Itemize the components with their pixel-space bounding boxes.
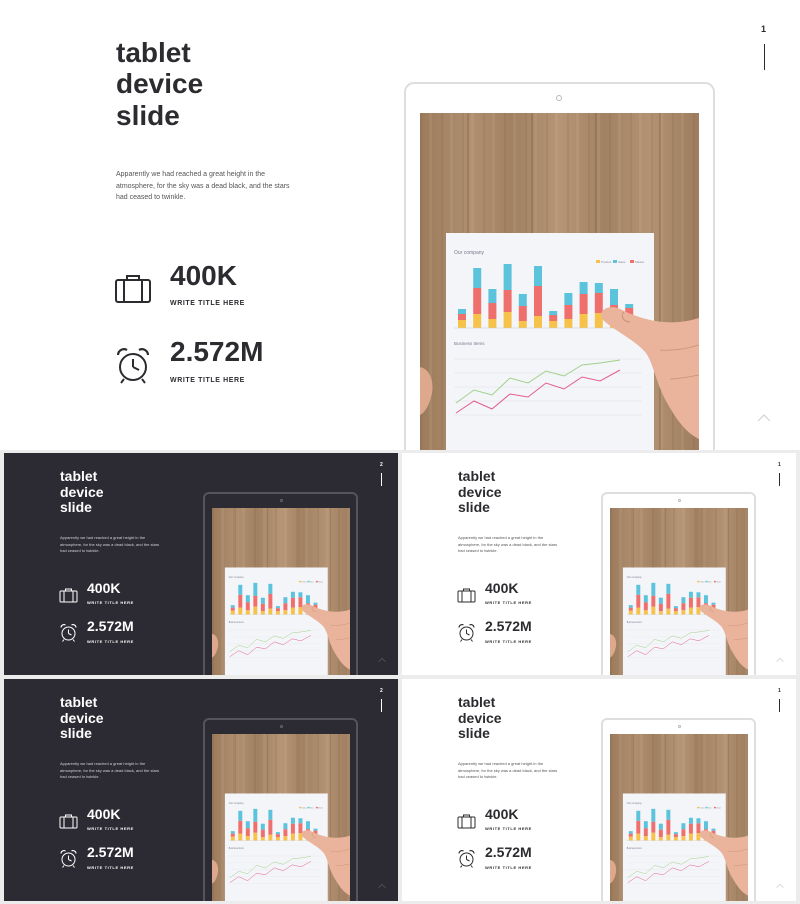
svg-text:Market: Market <box>635 260 645 264</box>
svg-text:Sales: Sales <box>309 582 314 584</box>
title-line: slide <box>458 499 490 516</box>
stat-label: WRITE TITLE HERE <box>87 600 134 605</box>
title-line: slide <box>116 99 180 131</box>
slide-description: Apparently we had reached a great height in the atmosphere, for the sky was a dead black, and the stars had ceased to twinkle. <box>60 761 160 780</box>
alarm-clock-icon <box>457 623 476 642</box>
stat-label: WRITE TITLE HERE <box>87 865 134 870</box>
svg-text:Our company: Our company <box>228 801 244 805</box>
tablet-camera <box>280 725 283 728</box>
stat-label: WRITE TITLE HERE <box>170 300 245 307</box>
svg-text:Market: Market <box>716 582 721 584</box>
slide-title <box>60 695 104 742</box>
stat-value: 400K <box>170 260 237 291</box>
page-indicator-line <box>779 473 780 486</box>
svg-text:Sales: Sales <box>707 808 712 810</box>
svg-text:Our company: Our company <box>228 575 244 579</box>
stat-value: 2.572M <box>485 844 532 860</box>
slide-3 <box>402 453 796 675</box>
stat-label: WRITE TITLE HERE <box>485 826 532 831</box>
tablet-device <box>601 718 756 901</box>
alarm-clock-icon <box>114 346 152 384</box>
slide-description: Apparently we had reached a great height in the atmosphere, for the sky was a dead black, and the stars had ceased to twinkle. <box>116 171 290 202</box>
stat-value: 400K <box>87 806 121 822</box>
title-line: tablet <box>458 694 496 710</box>
page-indicator-line <box>381 699 382 712</box>
svg-text:Our company: Our company <box>626 801 642 805</box>
tablet-camera <box>556 95 562 101</box>
stat-label: WRITE TITLE HERE <box>485 865 532 870</box>
tablet-camera <box>280 499 283 502</box>
stat-label: WRITE TITLE HERE <box>87 639 134 644</box>
svg-text:Product: Product <box>301 582 307 584</box>
page-indicator-line <box>764 44 765 70</box>
svg-text:Market: Market <box>716 808 721 810</box>
title-line: tablet <box>60 694 98 710</box>
slide-2 <box>4 453 398 675</box>
svg-text:Business Items: Business Items <box>228 847 244 850</box>
stat-value: 2.572M <box>87 844 134 860</box>
page-number: 2 <box>380 688 383 694</box>
page-number: 2 <box>380 462 383 468</box>
svg-text:Sales: Sales <box>309 808 314 810</box>
slide-1 <box>0 0 800 450</box>
page-indicator-line <box>381 473 382 486</box>
tablet-camera <box>678 725 681 728</box>
svg-text:Product: Product <box>301 808 307 810</box>
svg-text:Sales: Sales <box>618 260 626 264</box>
svg-text:Product: Product <box>601 260 612 264</box>
briefcase-icon <box>114 272 152 304</box>
briefcase-icon <box>457 587 476 603</box>
slide-title <box>60 469 104 516</box>
svg-text:Business Items: Business Items <box>454 341 485 346</box>
slide-description: Apparently we had reached a great height in the atmosphere, for the sky was a dead black, and the stars had ceased to twinkle. <box>458 535 558 554</box>
tablet-camera <box>678 499 681 502</box>
slide-description: Apparently we had reached a great height in the atmosphere, for the sky was a dead black, and the stars had ceased to twinkle. <box>60 535 160 554</box>
stat-value: 2.572M <box>170 336 264 367</box>
slide-title <box>116 37 203 131</box>
stat-value: 400K <box>87 580 121 596</box>
svg-text:Our company: Our company <box>454 250 485 256</box>
title-line: slide <box>60 499 92 516</box>
chevron-up-icon[interactable] <box>757 413 771 423</box>
alarm-clock-icon <box>457 849 476 868</box>
svg-text:Business Items: Business Items <box>626 847 642 850</box>
tablet-screen-photo <box>610 508 748 675</box>
slide-title <box>458 469 502 516</box>
slide-title <box>458 695 502 742</box>
svg-text:Business Items: Business Items <box>228 621 244 624</box>
page-number: 1 <box>778 688 781 694</box>
chevron-up-icon[interactable] <box>378 883 386 889</box>
slide-description: Apparently we had reached a great height in the atmosphere, for the sky was a dead black, and the stars had ceased to twinkle. <box>458 761 558 780</box>
page-number: 1 <box>761 24 767 34</box>
stat-value: 400K <box>485 580 519 596</box>
page-number: 1 <box>778 462 781 468</box>
svg-text:Market: Market <box>318 808 323 810</box>
title-line: tablet <box>458 468 496 484</box>
chevron-up-icon[interactable] <box>378 657 386 663</box>
tablet-screen-photo <box>610 734 748 901</box>
title-line: slide <box>60 725 92 742</box>
svg-text:Our company: Our company <box>626 575 642 579</box>
title-line: slide <box>458 725 490 742</box>
alarm-clock-icon <box>59 623 78 642</box>
title-line: device <box>60 709 104 726</box>
tablet-device <box>601 492 756 675</box>
tablet-screen-photo <box>212 734 350 901</box>
stat-label: WRITE TITLE HERE <box>485 600 532 605</box>
tablet-device <box>203 492 358 675</box>
title-line: tablet <box>116 37 191 68</box>
stat-label: WRITE TITLE HERE <box>485 639 532 644</box>
tablet-screen-photo <box>420 113 699 450</box>
stat-label: WRITE TITLE HERE <box>170 377 245 384</box>
chevron-up-icon[interactable] <box>776 657 784 663</box>
tablet-device <box>404 82 715 450</box>
alarm-clock-icon <box>59 849 78 868</box>
title-line: device <box>458 483 502 500</box>
slide-4 <box>4 679 398 901</box>
briefcase-icon <box>59 587 78 603</box>
page-indicator-line <box>779 699 780 712</box>
stat-label: WRITE TITLE HERE <box>87 826 134 831</box>
svg-text:Market: Market <box>318 582 323 584</box>
svg-text:Business Items: Business Items <box>626 621 642 624</box>
svg-text:Sales: Sales <box>707 582 712 584</box>
title-line: tablet <box>60 468 98 484</box>
svg-text:Product: Product <box>699 582 705 584</box>
stat-value: 400K <box>485 806 519 822</box>
chevron-up-icon[interactable] <box>776 883 784 889</box>
briefcase-icon <box>59 813 78 829</box>
title-line: device <box>458 709 502 726</box>
tablet-screen-photo <box>212 508 350 675</box>
stat-value: 2.572M <box>87 618 134 634</box>
title-line: device <box>60 483 104 500</box>
tablet-device <box>203 718 358 901</box>
stat-value: 2.572M <box>485 618 532 634</box>
slide-5 <box>402 679 796 901</box>
briefcase-icon <box>457 813 476 829</box>
title-line: device <box>116 68 204 100</box>
svg-text:Product: Product <box>699 808 705 810</box>
